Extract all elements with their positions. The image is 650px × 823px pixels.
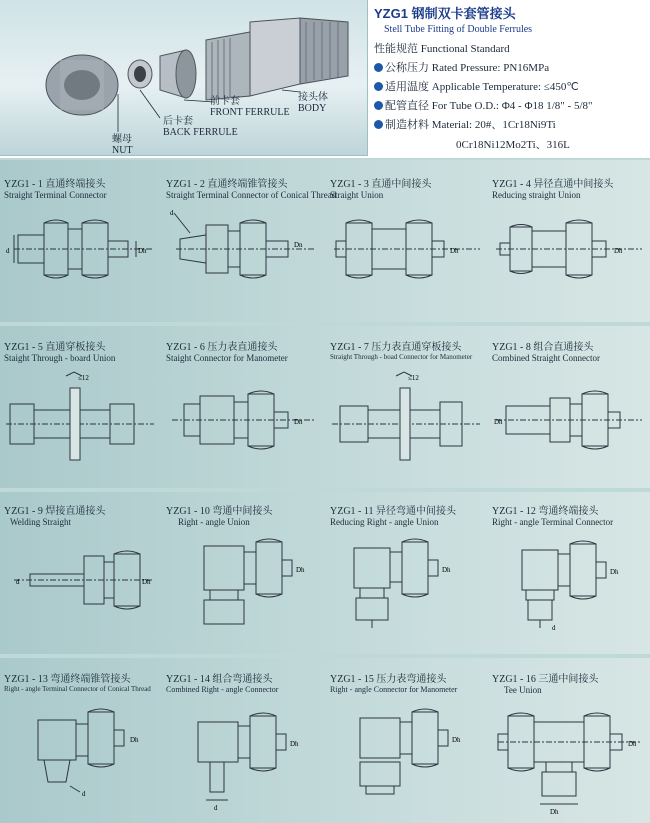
- dim-d-label: d: [170, 209, 174, 217]
- dim-dh-label: Dh: [290, 740, 299, 748]
- dim-lt12-label: ≤12: [78, 374, 89, 382]
- fitting-code: YZG1 - 12 弯通终端接头: [492, 506, 599, 517]
- back-ferrule-label-cn: 后卡套: [163, 116, 193, 127]
- nut-label-en: NUT: [112, 145, 133, 156]
- spec-temperature: 适用温度 Applicable Temperature: ≤450℃: [374, 78, 646, 94]
- dim-d-label: d: [16, 578, 20, 586]
- fitting-code: YZG1 - 13 弯通终端锥管接头: [4, 674, 131, 685]
- dim-dh-label: Dh: [494, 418, 503, 426]
- right-angle-union-drawing: [166, 532, 326, 632]
- fitting-cell-4: [492, 175, 650, 315]
- dim-dh-label: Dh: [450, 247, 459, 255]
- fitting-cell-7: [330, 338, 492, 478]
- reducing-right-angle-union-drawing: [330, 532, 490, 632]
- combined-straight-connector-drawing: [492, 372, 648, 462]
- conical-thread-connector-drawing: [166, 207, 326, 287]
- fitting-code: YZG1 - 9 焊接直通接头: [4, 506, 106, 517]
- fitting-name-en: Straight Through - boad Connector for Manometer: [330, 353, 473, 361]
- header-panel: [0, 0, 650, 158]
- fitting-code: YZG1 - 4 异径直通中间接头: [492, 179, 614, 190]
- back-ferrule-label-en: BACK FERRULE: [163, 127, 238, 138]
- dim-dh-label: Dh: [628, 740, 637, 748]
- dim-dh-label: Dh: [142, 578, 151, 586]
- fitting-cell-8: [492, 338, 650, 478]
- manometer-through-board-drawing: [330, 368, 490, 468]
- fitting-name-en: Right - angle Union: [178, 517, 250, 527]
- fitting-code: YZG1 - 14 组合弯通接头: [166, 674, 273, 685]
- spec-diameter: 配管直径 For Tube O.D.: Φ4 - Φ18 1/8" - 5/8": [374, 97, 646, 113]
- spec-block: [374, 3, 646, 152]
- fitting-name-en: Staight Connector for Manometer: [166, 353, 288, 363]
- fitting-cell-13: [4, 670, 166, 810]
- bullet-icon: [374, 82, 383, 91]
- front-ferrule-label-en: FRONT FERRULE: [210, 107, 290, 118]
- fitting-code: YZG1 - 7 压力表直通穿板接头: [330, 342, 462, 353]
- fitting-cell-9: [4, 502, 166, 642]
- dim-lt12-label: ≤12: [408, 374, 419, 382]
- fitting-code: YZG1 - 10 弯通中间接头: [166, 506, 273, 517]
- dim-dh-label: Dh: [296, 566, 305, 574]
- dim-d-label: d: [214, 804, 218, 812]
- spec-pressure: 公称压力 Rated Pressure: PN16MPa: [374, 59, 646, 75]
- bullet-icon: [374, 120, 383, 129]
- fitting-code: YZG1 - 8 组合直通接头: [492, 342, 594, 353]
- fitting-cell-15: [330, 670, 492, 810]
- reducing-union-drawing: [492, 207, 648, 287]
- fitting-code: YZG1 - 15 压力表弯通接头: [330, 674, 447, 685]
- through-board-union-drawing: [4, 368, 164, 468]
- fitting-name-en: Straight Terminal Connector of Conical Thread: [166, 190, 337, 200]
- fitting-code: YZG1 - 5 直通穿板接头: [4, 342, 106, 353]
- fitting-name-en: Reducing Right - angle Union: [330, 517, 439, 527]
- fitting-name-en: Reducing straight Union: [492, 190, 581, 200]
- fitting-name-en: Combined Straight Connector: [492, 353, 600, 363]
- page-subtitle: Stell Tube Fitting of Double Ferrules: [384, 24, 533, 35]
- dim-d-label: d: [82, 790, 86, 798]
- fitting-name-en: Right - angle Terminal Connector: [492, 517, 614, 527]
- combined-right-angle-connector-drawing: [166, 702, 326, 812]
- dim-dh-label: Dh: [452, 736, 461, 744]
- fitting-cell-12: [492, 502, 650, 642]
- dim-d-label: d: [552, 624, 556, 632]
- fitting-name-en: Combined Right - angle Connector: [166, 685, 279, 694]
- fitting-code: YZG1 - 2 直通终端锥管接头: [166, 179, 288, 190]
- dim-dh-label: Dh: [138, 247, 147, 255]
- fitting-code: YZG1 - 1 直通终端接头: [4, 179, 106, 190]
- dim-dh-label: Dh: [294, 418, 303, 426]
- fitting-name-en: Welding Straight: [10, 517, 72, 527]
- straight-terminal-connector-drawing: [4, 207, 164, 287]
- body-label-en: BODY: [298, 103, 327, 114]
- fitting-cell-2: [166, 175, 337, 315]
- nut-label-cn: 螺母: [112, 134, 132, 145]
- fitting-name-en: Staight Through - board Union: [4, 353, 116, 363]
- fitting-cell-5: [4, 338, 166, 478]
- fitting-cell-11: [330, 502, 492, 642]
- fitting-name-en: Straight Union: [330, 190, 384, 200]
- fitting-name-en: Straight Terminal Connector: [4, 190, 107, 200]
- standard-heading: 性能规范 Functional Standard: [374, 43, 510, 55]
- right-angle-manometer-connector-drawing: [330, 702, 490, 802]
- fitting-code: YZG1 - 6 压力表直通接头: [166, 342, 278, 353]
- fitting-name-en: Right - angle Terminal Connector of Conical Thread: [4, 685, 151, 693]
- spec-material-line2: 0Cr18Ni12Mo2Ti、316L: [456, 139, 570, 151]
- fitting-cell-1: [4, 175, 166, 315]
- dim-dh-label: Dh: [442, 566, 451, 574]
- body-label-cn: 接头体: [298, 92, 328, 103]
- dim-d-label: d: [6, 247, 10, 255]
- fitting-name-en: Right - angle Connector for Manometer: [330, 685, 458, 694]
- spec-material: 制造材料 Material: 20#、1Cr18Ni9Ti: [374, 116, 646, 132]
- front-ferrule-label-cn: 前卡套: [210, 96, 240, 107]
- dim-dn-label: Dn: [294, 241, 303, 249]
- fitting-cell-6: [166, 338, 328, 478]
- fitting-code: YZG1 - 3 直通中间接头: [330, 179, 432, 190]
- dim-dh-bottom-label: Dh: [550, 808, 559, 816]
- dim-dh-label: Dh: [614, 247, 623, 255]
- fitting-code: YZG1 - 16 三通中间接头: [492, 674, 599, 685]
- fitting-cell-14: [166, 670, 328, 810]
- right-angle-terminal-connector-drawing: [492, 532, 648, 632]
- bullet-icon: [374, 101, 383, 110]
- fitting-cell-10: [166, 502, 328, 642]
- welding-straight-drawing: [4, 534, 164, 624]
- fitting-code: YZG1 - 11 异径弯通中间接头: [330, 506, 457, 517]
- right-angle-conical-connector-drawing: [4, 702, 164, 802]
- straight-union-drawing: [330, 207, 490, 287]
- dim-dh-label: Dh: [130, 736, 139, 744]
- product-photo: [0, 0, 368, 156]
- fitting-cell-3: [330, 175, 492, 315]
- bullet-icon: [374, 63, 383, 72]
- dim-dh-label: Dh: [610, 568, 619, 576]
- manometer-connector-drawing: [166, 372, 326, 462]
- fitting-name-en: Tee Union: [504, 685, 542, 695]
- tee-union-drawing: [492, 700, 648, 816]
- page-title: YZG1 钢制双卡套管接头: [374, 6, 516, 21]
- fitting-cell-16: [492, 670, 650, 816]
